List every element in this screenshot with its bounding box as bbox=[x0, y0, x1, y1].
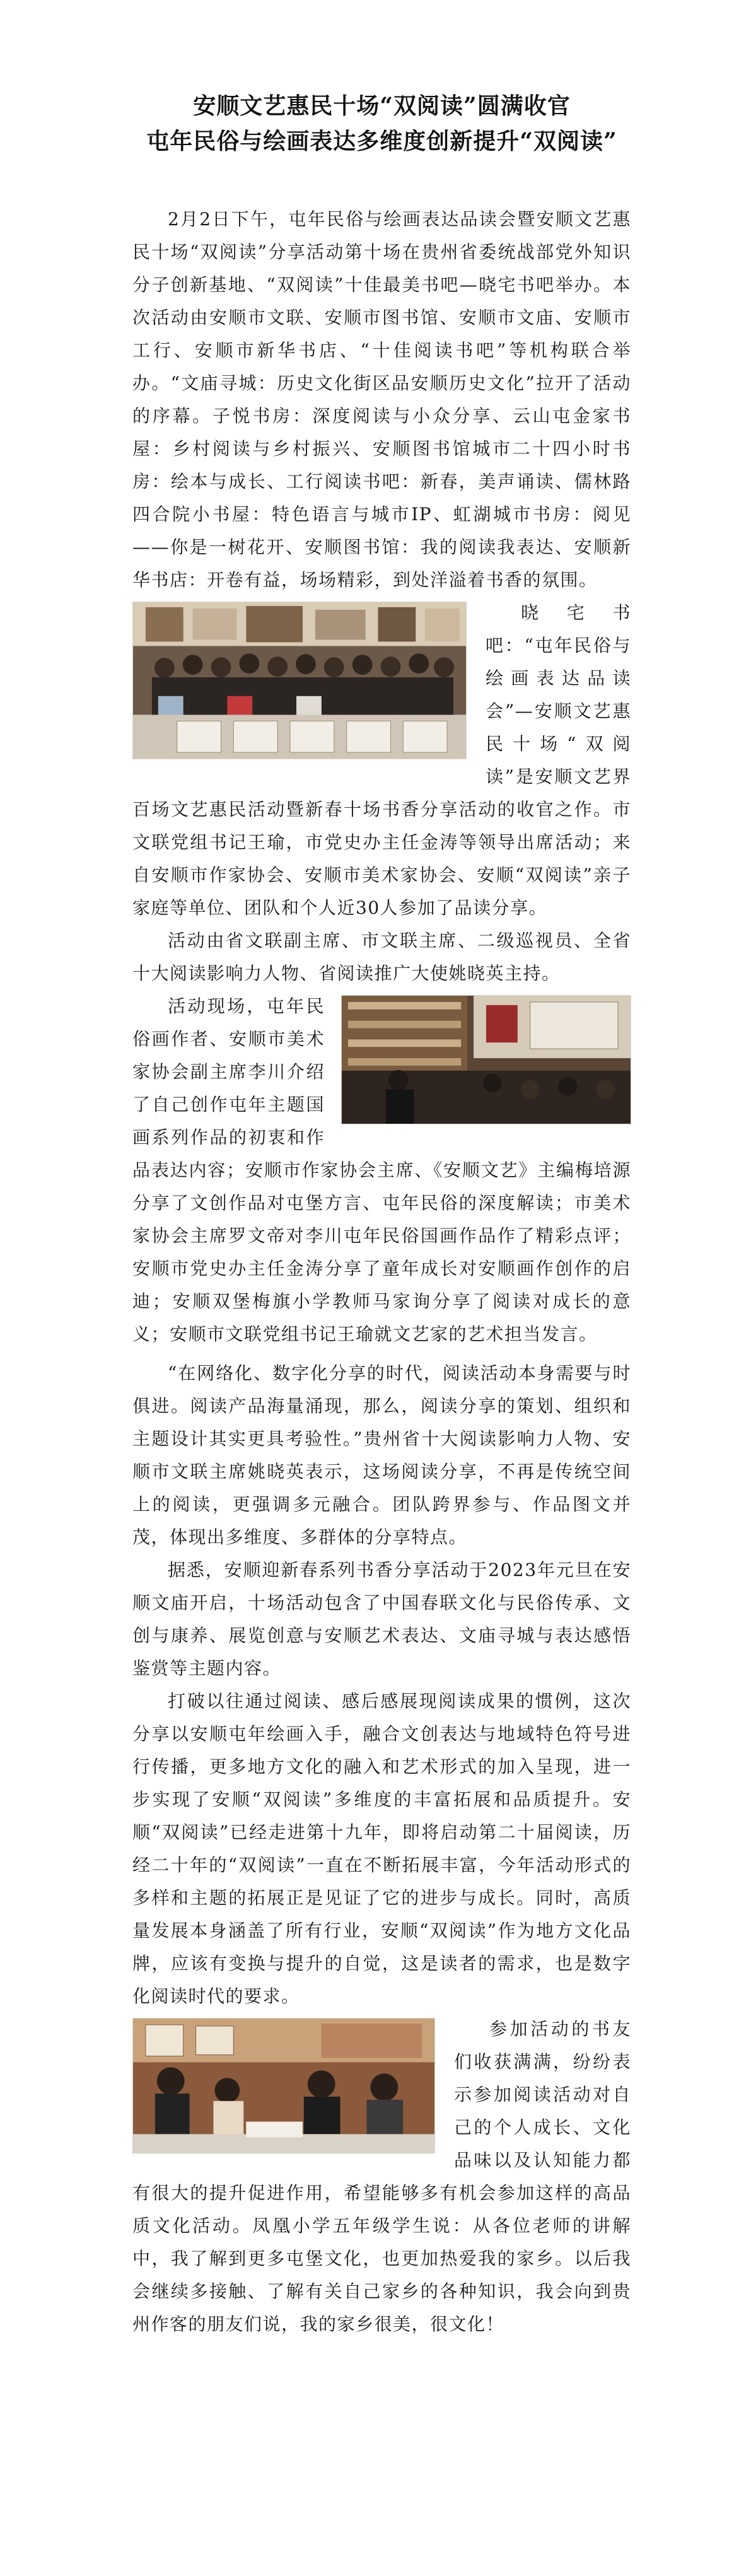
paragraph-3: 活动由省文联副主席、市文联主席、二级巡视员、全省十大阅读影响力人物、省阅读推广大使姚晓英主持。 bbox=[132, 930, 631, 984]
article-title bbox=[132, 88, 631, 159]
title-line-2: 屯年民俗与绘画表达多维度创新提升“双阅读” bbox=[146, 128, 617, 154]
group-photo bbox=[132, 602, 467, 759]
event-photo-image bbox=[342, 996, 631, 1124]
event-photo bbox=[341, 995, 631, 1124]
paragraph-7: 打破以往通过阅读、感后感展现阅读成果的惯例，这次分享以安顺屯年绘画入手，融合文创表达与地域特色符号进行传播，更多地方文化的融入和艺术形式的加入呈现，进一步实现了安顺“双阅读”多维度的丰富拓展和品质提升。安顺“双阅读”已经走进第十九年，即将启动第二十届阅读，历经二十年的“双阅读”一直在不断拓展丰富，今年活动形式的多样和主题的拓展正是见证了它的进步与成长。同时，高质量发展本身涵盖了所有行业，安顺“双阅读”作为地方文化品牌，应该有变换与提升的自觉，这是读者的需求，也是数字化阅读时代的要求。 bbox=[132, 1691, 631, 2007]
group-photo-image bbox=[133, 602, 466, 759]
paragraph-8: 参加活动的书友们收获满满，纷纷表示参加阅读活动对自己的个人成长、文化品味以及认知能力都有很大的提升促进作用，希望能够多有机会参加这样的高品质文化活动。凤凰小学五年级学生说：从各位老师的讲解中，我了解到更多屯堡文化，也更加热爱我的家乡。以后我会继续多接触、了解有关自己家乡的各种知识，我会向到贵州作客的朋友们说，我的家乡很美，很文化！ bbox=[132, 2019, 631, 2334]
paragraph-4: 活动现场，屯年民俗画作者、安顺市美术家协会副主席李川介绍了自己创作屯年主题国画系列作品的初衷和作品表达内容；安顺市作家协会主席、《安顺文艺》主编梅培源分享了文创作品对屯堡方言、屯年民俗的深度解读；市美术家协会主席罗文帝对李川屯年民俗国画作品作了精彩点评；安顺市党史办主任金涛分享了童年成长对安顺画作创作的启迪；安顺双堡梅旗小学教师马家询分享了阅读对成长的意义；安顺市文联党组书记王瑜就文艺家的艺术担当发言。 bbox=[132, 996, 631, 1344]
paragraph-2: 晓宅书吧：“屯年民俗与绘画表达品读会”—安顺文艺惠民十场“双阅读”是安顺文艺界百场文艺惠民活动暨新春十场书香分享活动的收官之作。市文联党组书记王瑜，市党史办主任金涛等领导出席活动；来自安顺市作家协会、安顺市美术家协会、安顺“双阅读”亲子家庭等单位、团队和个人近30人参加了品读分享。 bbox=[132, 602, 631, 918]
title-line-1: 安顺文艺惠民十场“双阅读”圆满收官 bbox=[193, 93, 571, 119]
paragraph-5: “在网络化、数字化分享的时代，阅读活动本身需要与时俱进。阅读产品海量涌现，那么，阅读分享的策划、组织和主题设计其实更具考验性。”贵州省十大阅读影响力人物、安顺市文联主席姚晓英表示，这场阅读分享，不再是传统空间上的阅读，更强调多元融合。团队跨界参与、作品图文并茂，体现出多维度、多群体的分享特点。 bbox=[132, 1363, 631, 1547]
readers-photo bbox=[132, 2018, 435, 2153]
paragraph-1: 2月2日下午，屯年民俗与绘画表达品读会暨安顺文艺惠民十场“双阅读”分享活动第十场在贵州省委统战部党外知识分子创新基地、“双阅读”十佳最美书吧—晓宅书吧举办。本次活动由安顺市文联、安顺市图书馆、安顺市文庙、安顺市工行、安顺市新华书店、“十佳阅读书吧”等机构联合举办。“文庙寻城：历史文化街区品安顺历史文化”拉开了活动的序幕。子悦书房：深度阅读与小众分享、云山屯金家书屋：乡村阅读与乡村振兴、安顺图书馆城市二十四小时书房：绘本与成长、工行阅读书吧：新春，美声诵读、儒林路四合院小书屋：特色语言与城市IP、虹湖城市书房：阅见——你是一树花开、安顺图书馆：我的阅读我表达、安顺新华书店：开卷有益，场场精彩，到处洋溢着书香的氛围。 bbox=[132, 209, 631, 590]
readers-photo-image bbox=[133, 2019, 434, 2153]
paragraph-6: 据悉，安顺迎新春系列书香分享活动于2023年元旦在安顺文庙开启，十场活动包含了中国春联文化与民俗传承、文创与康养、展览创意与安顺艺术表达、文庙寻城与表达感悟鉴赏等主题内容。 bbox=[132, 1559, 631, 1679]
